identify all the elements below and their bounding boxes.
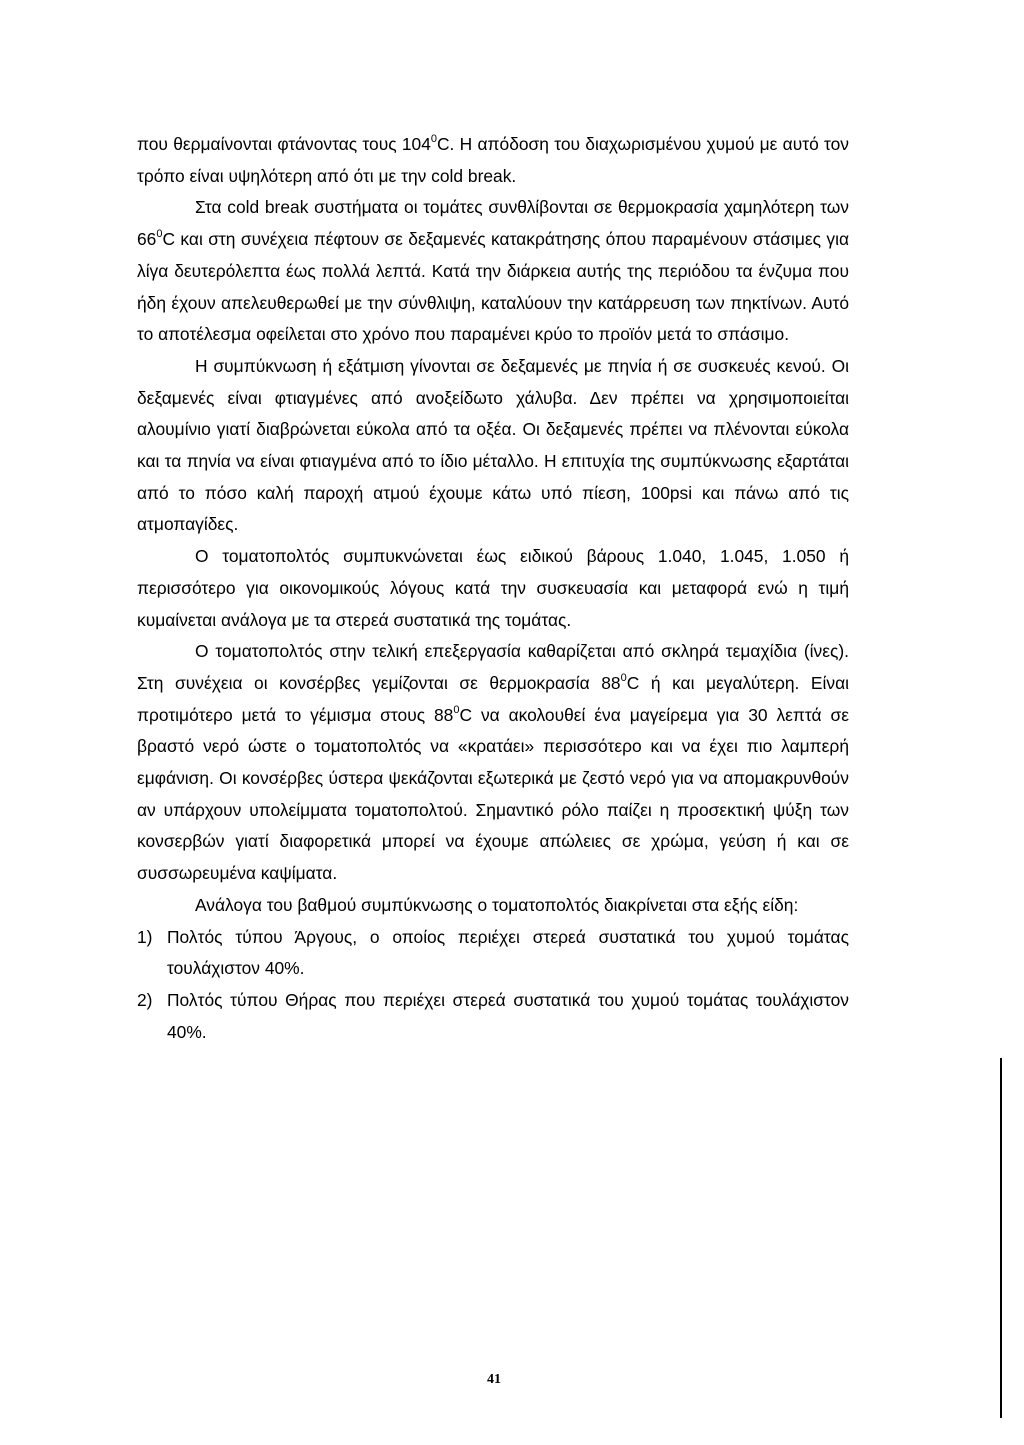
paragraph [137, 351, 849, 541]
text-run: C ή και μεγαλύτερη. Είναι προτιμότερο μετά το γέμισμα στους 88 [137, 672, 849, 725]
text-run: Στα cold break συστήματα οι τομάτες συνθλίβονται σε θερμοκρασία χαμηλότερη των 66 [137, 197, 849, 250]
paragraph [137, 636, 849, 890]
body-text [137, 129, 849, 922]
superscript: 0 [453, 703, 460, 716]
text-run: Η συμπύκνωση ή εξάτμιση γίνονται σε δεξαμενές με πηνία ή σε συσκευές κενού. Οι δεξαμενές είναι φτιαγμένες από ανοξείδωτο χάλυβα. Δεν πρέπει να χρησιμοποιείται αλουμίνιο γιατί διαβρώνεται εύκολα από τα οξέα. Οι δεξαμενές πρέπει να πλένονται εύκολα και τα πηνία να είναι φτιαγμένα από το ίδιο μέταλλο. Η επιτυχία της συμπύκνωσης εξαρτάται από το πόσο καλή παροχή ατμού έχουμε κάτω υπό πίεση, 100psi και πάνω από τις ατμοπαγίδες. [137, 355, 849, 535]
paragraph [137, 541, 849, 636]
list-number: 2) [137, 989, 153, 1010]
text-run: Ανάλογα του βαθμού συμπύκνωσης ο τοματοπολτός διακρίνεται στα εξής είδη: [195, 894, 799, 915]
text-run: Ο τοματοπολτός συμπυκνώνεται έως ειδικού βάρους 1.040, 1.045, 1.050 ή περισσότερο για οικονομικούς λόγους κατά την συσκευασία και μεταφορά ενώ η τιμή κυμαίνεται ανάλογα με τα στερεά συστατικά της τομάτας. [137, 546, 849, 630]
page-body [137, 129, 849, 1048]
paragraph [137, 192, 849, 351]
superscript: 0 [620, 671, 627, 684]
list-item [137, 985, 849, 1048]
list-item [137, 922, 849, 985]
margin-rule [1000, 1058, 1002, 1418]
text-run: που θερμαίνονται φτάνοντας τους 104 [137, 134, 431, 154]
list-number: 1) [137, 926, 153, 947]
text-run: Ο τοματοπολτός στην τελική επεξεργασία καθαρίζεται από σκληρά τεμαχίδια (ίνες). Στη συνέχεια οι κονσέρβες γεμίζονται σε θερμοκρασία 88 [137, 641, 849, 693]
paragraph [137, 890, 849, 922]
superscript: 0 [430, 133, 437, 145]
text-run: C να ακολουθεί ένα μαγείρεμα για 30 λεπτά σε βραστό νερό ώστε ο τοματοπολτός να «κρατάει» περισσότερο και να έχει πιο λαμπερή εμφάνιση. Οι κονσέρβες ύστερα ψεκάζονται εξωτερικά με ζεστό νερό για να απομακρυνθούν αν υπάρχουν υπολείμματα τοματοπολτού. Σημαντικό ρόλο παίζει η προσεκτική ψύξη των κονσερβών γιατί διαφορετικά μπορεί να έχουμε απώλειες σε χρώμα, γεύση ή και σε συσσωρευμένα καψίματα. [137, 704, 849, 884]
list-text: Πολτός τύπου Άργους, ο οποίος περιέχει στερεά συστατικά του χυμού τομάτας τουλάχιστον 40%. [167, 926, 849, 979]
page-number: 41 [487, 1372, 501, 1387]
types-list [137, 922, 849, 1049]
text-run: C. Η απόδοση του διαχωρισμένου χυμού με αυτό τον τρόπο είναι υψηλότερη από ότι με την cold break. [137, 134, 850, 186]
list-text: Πολτός τύπου Θήρας που περιέχει στερεά συστατικά του χυμού τομάτας τουλάχιστον 40%. [167, 989, 849, 1042]
text-run: C και στη συνέχεια πέφτουν σε δεξαμενές κατακράτησης όπου παραμένουν στάσιμες για λίγα δευτερόλεπτα έως πολλά λεπτά. Κατά την διάρκεια αυτής της περιόδου τα ένζυμα που ήδη έχουν απελευθερωθεί με την σύνθλιψη, καταλύουν την κατάρρευση των πηκτίνων. Αυτό το αποτέλεσμα οφείλεται στο χρόνο που παραμένει κρύο το προϊόν μετά το σπάσιμο. [137, 229, 849, 345]
superscript: 0 [156, 228, 163, 241]
paragraph [137, 129, 849, 192]
